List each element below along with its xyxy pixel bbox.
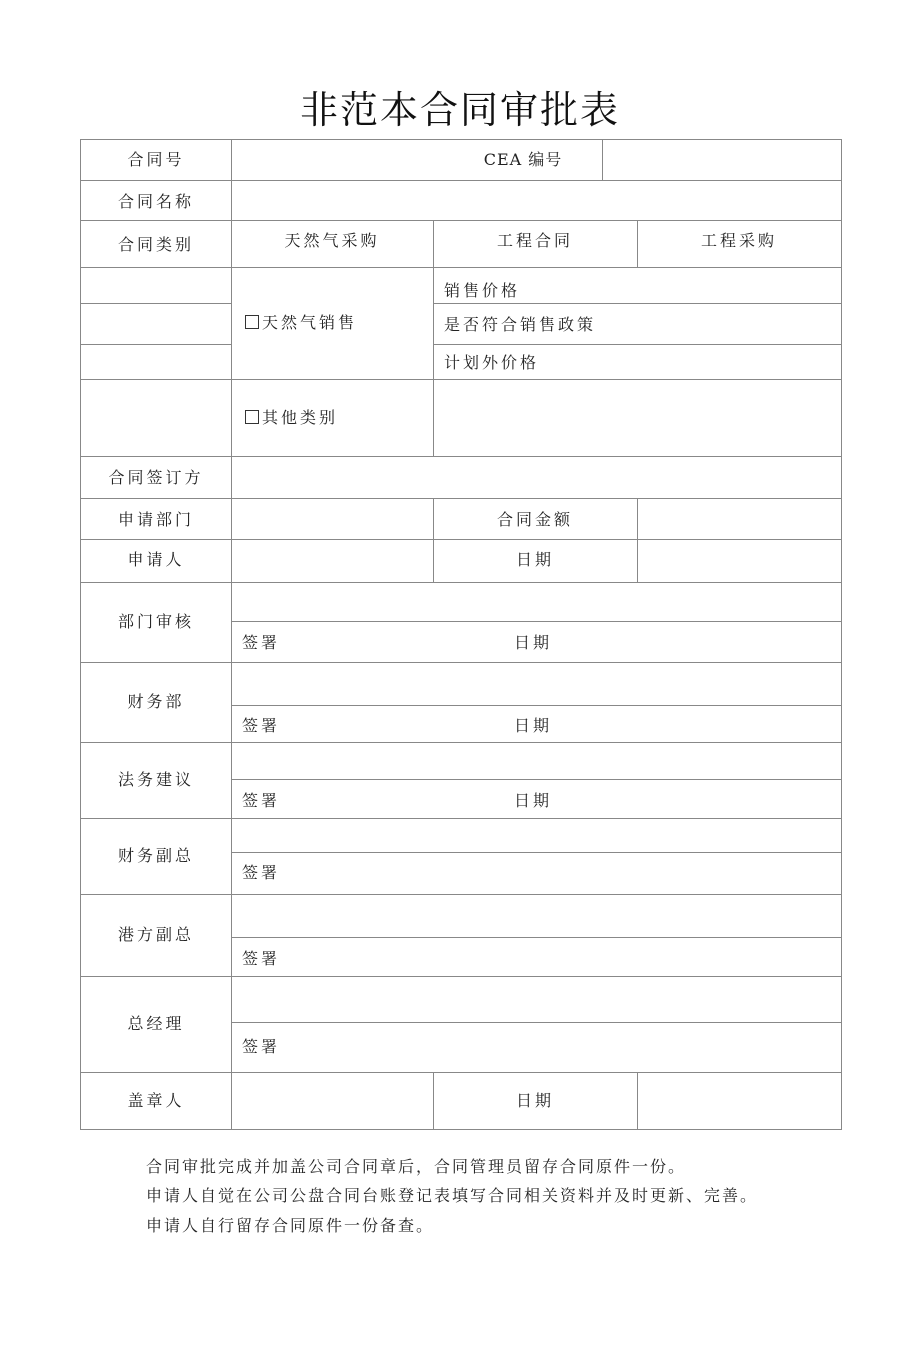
approval-sign-dept-review: 签署: [242, 633, 281, 652]
sales-price-label: 销售价格: [444, 281, 521, 300]
unplanned-price-label: 计划外价格: [444, 353, 540, 372]
contract-no-label: 合同号: [127, 150, 185, 169]
approval-sign-general-manager: 签署: [242, 1037, 281, 1056]
contract-name-label: 合同名称: [117, 192, 195, 211]
approval-label-finance: 财务部: [127, 692, 185, 711]
page-title: 非范本合同审批表: [299, 88, 620, 132]
type-option-gas-purchase: 天然气采购: [284, 231, 380, 250]
applicant-dept-label: 申请部门: [117, 510, 195, 529]
gas-sales-label: 天然气销售: [262, 313, 358, 332]
note-1: 合同审批完成并加盖公司合同章后，合同管理员留存合同原件一份。: [146, 1157, 687, 1176]
contract-amount-label: 合同金额: [496, 510, 574, 529]
other-type-option[interactable]: [245, 408, 338, 428]
approval-date-legal: 日期: [514, 791, 553, 810]
signing-party-label: 合同签订方: [108, 468, 204, 487]
contract-type-label: 合同类别: [117, 235, 195, 254]
sales-policy-label: 是否符合销售政策: [444, 315, 597, 334]
applicant-date-label: 日期: [515, 550, 555, 569]
applicant-label: 申请人: [127, 550, 185, 569]
type-option-engineering-procurement: 工程采购: [700, 231, 778, 250]
checkbox-icon[interactable]: [245, 410, 259, 424]
approval-sign-port-vp: 签署: [242, 949, 281, 968]
stamper-label: 盖章人: [127, 1091, 185, 1110]
stamper-date-label: 日期: [515, 1091, 555, 1110]
approval-label-general-manager: 总经理: [127, 1014, 185, 1033]
approval-label-finance-vp: 财务副总: [117, 846, 195, 865]
approval-sign-finance-vp: 签署: [242, 863, 281, 882]
approval-sign-finance: 签署: [242, 716, 281, 735]
approval-label-port-vp: 港方副总: [117, 925, 195, 944]
checkbox-icon[interactable]: [245, 315, 259, 329]
approval-date-dept-review: 日期: [514, 633, 553, 652]
note-2: 申请人自觉在公司公盘合同台账登记表填写合同相关资料并及时更新、完善。: [146, 1186, 759, 1205]
cea-no-label: CEA 编号: [483, 150, 563, 169]
approval-label-dept-review: 部门审核: [117, 612, 195, 631]
note-3: 申请人自行留存合同原件一份备查。: [146, 1216, 435, 1235]
approval-date-finance: 日期: [514, 716, 553, 735]
type-option-engineering-contract: 工程合同: [496, 231, 574, 250]
approval-sign-legal: 签署: [242, 791, 281, 810]
approval-label-legal: 法务建议: [117, 770, 195, 789]
gas-sales-option[interactable]: [245, 313, 357, 333]
other-type-label: 其他类别: [262, 408, 339, 427]
